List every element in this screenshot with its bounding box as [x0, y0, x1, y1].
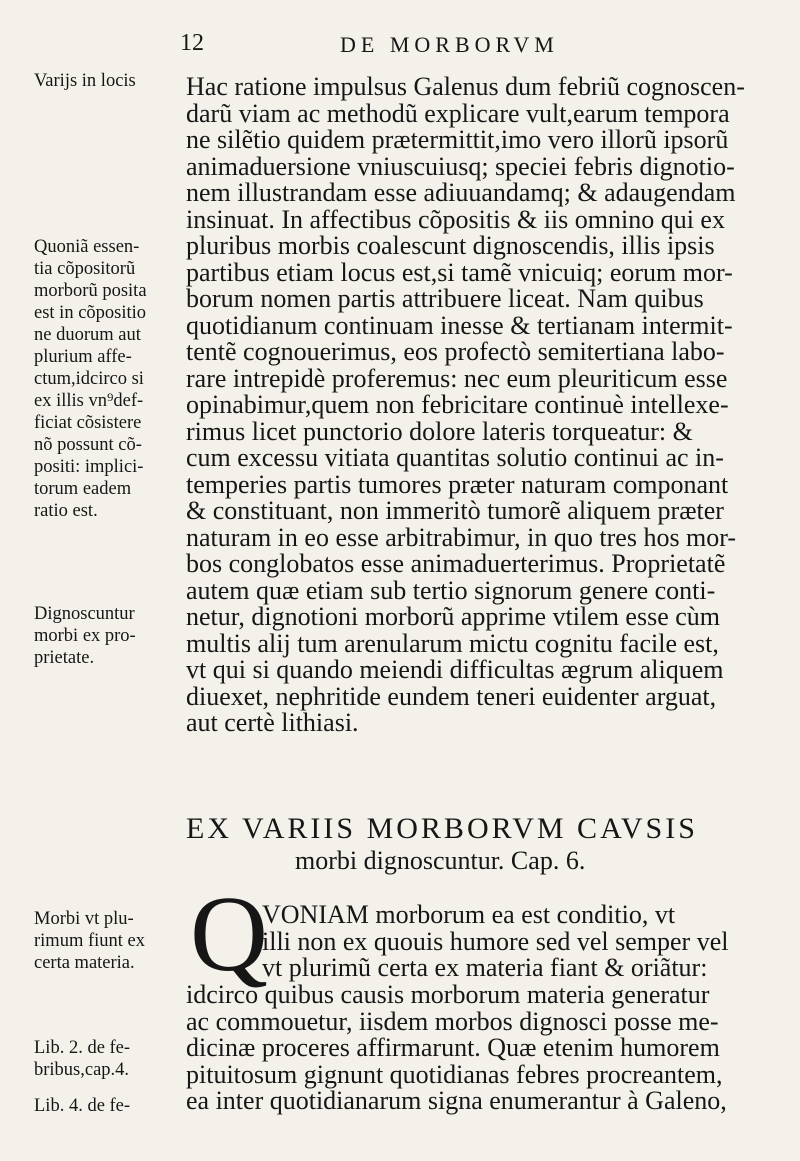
- chapter-text: [186, 982, 766, 1115]
- page-number: 12: [180, 30, 204, 56]
- body-text: [186, 74, 766, 737]
- chapter-title: EX VARIIS MORBORVM CAVSIS: [186, 812, 698, 845]
- chapter-line: illi non ex quouis humore sed vel semper vel: [262, 926, 729, 956]
- body-line: cum excessu vitiata quantitas solutio continui ac in-: [186, 443, 724, 472]
- body-line: rare intrepidè proferemus: nec eum pleuriticum esse: [186, 363, 728, 393]
- body-line: vt qui si quando meiendi difficultas ægrum aliquem: [186, 655, 724, 684]
- running-head: DE MORBORVM: [340, 32, 559, 57]
- body-line: bos conglobatos esse animaduerterimus. Proprietatẽ: [186, 549, 726, 578]
- body-line: quotidianum continuam inesse & tertianam intermit-: [186, 310, 733, 340]
- body-line: partibus etiam locus est,si tamẽ vnicuiq; eorum mor-: [186, 257, 733, 287]
- body-line: rimus licet punctorio dolore lateris torqueatur: &: [186, 416, 693, 446]
- margin-note-5: Lib. 2. de fe- bribus,cap.4.: [34, 1038, 131, 1080]
- body-line: pluribus morbis coalescunt dignoscendis, illis ipsis: [186, 231, 715, 260]
- drop-cap: Q: [190, 875, 268, 994]
- body-line: darũ viam ac methodũ explicare vult,earum tempora: [186, 98, 730, 128]
- body-line: autem quæ etiam sub tertio signorum genere conti-: [186, 575, 716, 605]
- chapter-line: idcirco quibus causis morborum materia generatur: [186, 980, 710, 1009]
- chapter-line: pituitosum gignunt quotidianas febres procreantem,: [186, 1059, 723, 1089]
- body-line: naturam in eo esse arbitrabimur, in quo tres hos mor-: [186, 522, 737, 552]
- body-line: multis alij tum arenularum mictu cognitu facile est,: [186, 628, 719, 658]
- chapter-subtitle: morbi dignoscuntur. Cap. 6.: [295, 846, 586, 875]
- body-line: nem illustrandam esse adiuuandamq; & adaugendam: [186, 178, 736, 207]
- body-line: ne silẽtio quidem prætermittit,imo vero illorũ ipsorũ: [186, 125, 729, 154]
- body-line: temperies partis tumores præter naturam componant: [186, 469, 729, 499]
- body-line: opinabimur,quem non febricitare continuè intellexe-: [186, 390, 729, 419]
- chapter-line: dicinæ proceres affirmarunt. Quæ etenim humorem: [186, 1033, 720, 1062]
- chapter-line: vt plurimũ certa ex materia fiant & oriãtur:: [262, 953, 708, 982]
- margin-note-4: Morbi vt plu- rimum fiunt ex certa materia.: [34, 909, 145, 973]
- body-line: aut certè lithiasi.: [186, 708, 359, 737]
- page-header: [180, 30, 760, 64]
- body-line: tentẽ cognouerimus, eos profectò semitertiana labo-: [186, 337, 725, 366]
- body-line: insinuat. In affectibus cõpositis & iis omnino qui ex: [186, 204, 725, 234]
- body-line: & constituant, non immeritò tumorẽ aliquem præter: [186, 496, 724, 525]
- margin-note-2: Quoniã essen- tia cõpositorũ morborũ posita est in cõpositio ne duorum aut plurium affe- ctum,idcirco si ex illis vn⁹def- ficiat cõsistere nõ possunt cõ- positi: implici- torum eadem ratio est.: [34, 237, 147, 521]
- chapter-line: ac commouetur, iisdem morbos dignosci posse me-: [186, 1006, 719, 1036]
- body-line: animaduersione vniuscuiusq; speciei febris dignotio-: [186, 151, 735, 181]
- margin-note-3: Dignoscuntur morbi ex pro- prietate.: [34, 604, 136, 668]
- body-line: Hac ratione impulsus Galenus dum febriũ cognoscen-: [186, 72, 745, 101]
- body-line: borum nomen partis attribuere liceat. Nam quibus: [186, 284, 704, 313]
- margin-note-1: Varijs in locis: [34, 71, 136, 91]
- chapter-text-indented: [262, 902, 762, 982]
- body-line: netur, dignotioni morborũ apprime vtilem esse cùm: [186, 602, 721, 631]
- body-line: diuexet, nephritide eundem teneri euidenter arguat,: [186, 681, 717, 711]
- margin-note-6: Lib. 4. de fe-: [34, 1096, 131, 1116]
- chapter-line: ea inter quotidianarum signa enumerantur à Galeno,: [186, 1086, 727, 1115]
- chapter-line: VONIAM morborum ea est conditio, vt: [262, 900, 676, 929]
